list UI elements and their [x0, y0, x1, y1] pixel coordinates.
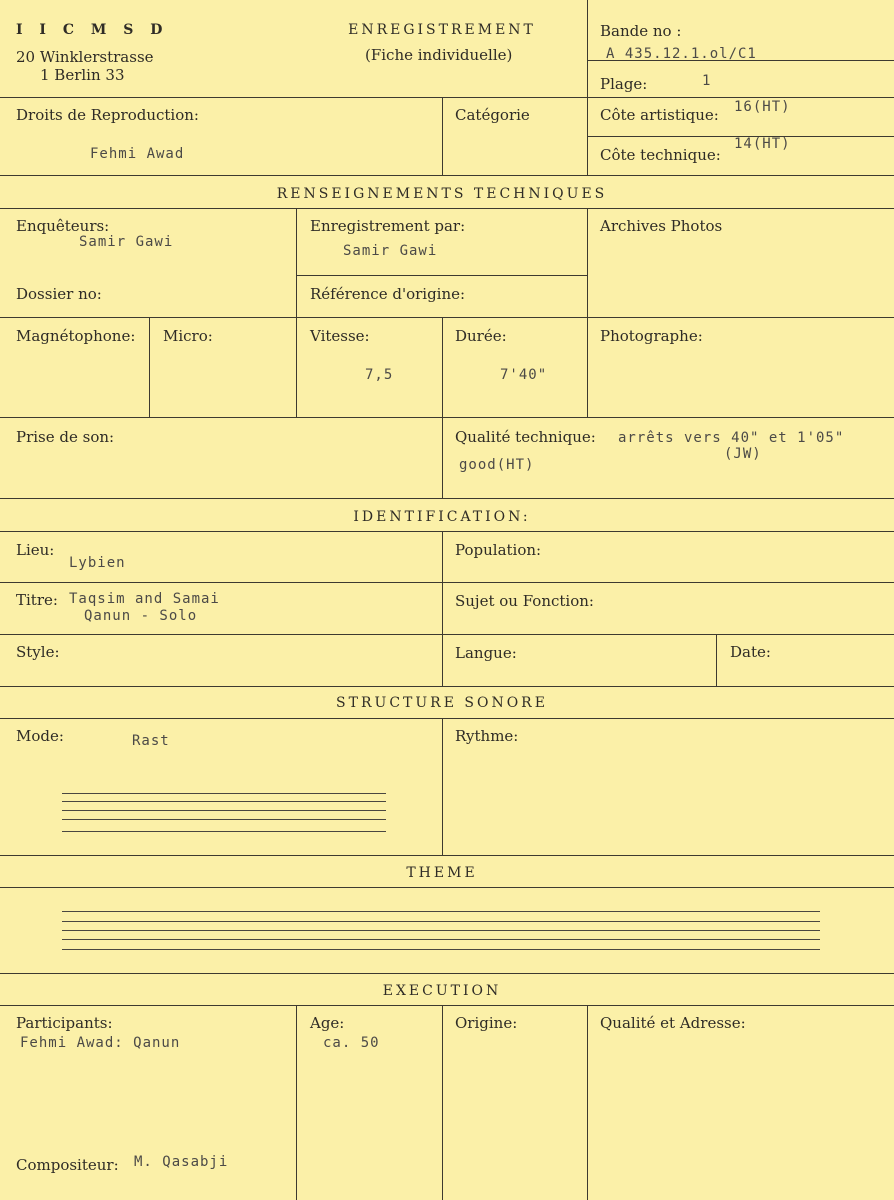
bande-label: Bande no :: [600, 22, 682, 40]
mode-value: Rast: [132, 733, 170, 749]
rule: [149, 317, 150, 417]
compositeur-value: M. Qasabji: [134, 1154, 229, 1170]
rule: [0, 317, 894, 318]
rule: [0, 531, 894, 532]
rule: [587, 1005, 588, 1200]
plage-value: 1: [702, 73, 712, 89]
section-title-technical: RENSEIGNEMENTS TECHNIQUES: [276, 186, 608, 202]
categorie-label: Catégorie: [455, 106, 530, 124]
enregistrement-par-label: Enregistrement par:: [310, 217, 466, 235]
rule: [296, 1005, 297, 1200]
writing-line: [62, 939, 820, 940]
rule: [0, 686, 894, 687]
rule: [296, 275, 588, 276]
lieu-value: Lybien: [69, 555, 126, 571]
writing-line: [62, 793, 386, 794]
rule: [0, 175, 894, 176]
plage-label: Plage:: [600, 75, 648, 93]
rule: [0, 208, 894, 209]
compositeur-label: Compositeur:: [16, 1156, 119, 1174]
population-label: Population:: [455, 541, 542, 559]
rule: [0, 417, 894, 418]
participants-value: Fehmi Awad: Qanun: [20, 1035, 181, 1051]
rule: [0, 634, 894, 635]
rule: [0, 973, 894, 974]
rule: [442, 97, 443, 175]
org-street: 20 Winklerstrasse: [16, 48, 154, 66]
age-label: Age:: [310, 1014, 345, 1032]
origine-label: Origine:: [455, 1014, 518, 1032]
rule: [442, 1005, 443, 1200]
writing-line: [62, 801, 386, 802]
rule: [0, 1005, 894, 1006]
bande-value: A 435.12.1.ol/C1: [606, 46, 757, 62]
rule: [0, 498, 894, 499]
titre-value-line2: Qanun - Solo: [84, 608, 198, 624]
writing-line: [62, 831, 386, 832]
writing-line: [62, 810, 386, 811]
vitesse-label: Vitesse:: [310, 327, 370, 345]
langue-label: Langue:: [455, 644, 517, 662]
cote-technique-value: 14(HT): [734, 136, 791, 152]
mode-label: Mode:: [16, 727, 64, 745]
micro-label: Micro:: [163, 327, 213, 345]
rule: [442, 531, 443, 686]
rule: [587, 317, 588, 417]
duree-label: Durée:: [455, 327, 507, 345]
rule: [0, 718, 894, 719]
rule: [442, 718, 443, 855]
rythme-label: Rythme:: [455, 727, 519, 745]
qualite-note-initials: (JW): [724, 446, 762, 462]
duree-value: 7'40": [500, 367, 548, 383]
enqueteurs-value: Samir Gawi: [79, 234, 174, 250]
form-title: ENREGISTREMENT: [348, 22, 536, 38]
rule: [587, 97, 588, 175]
rule: [716, 634, 717, 686]
cote-artistique-value: 16(HT): [734, 99, 791, 115]
rule: [296, 208, 297, 317]
lieu-label: Lieu:: [16, 541, 55, 559]
qualite-technique-label: Qualité technique:: [455, 428, 596, 446]
prise-de-son-label: Prise de son:: [16, 428, 115, 446]
writing-line: [62, 949, 820, 950]
rule: [442, 317, 443, 417]
section-title-identification: IDENTIFICATION:: [353, 509, 531, 525]
writing-line: [62, 921, 820, 922]
enqueteurs-label: Enquêteurs:: [16, 217, 110, 235]
rule: [587, 208, 588, 317]
participants-label: Participants:: [16, 1014, 113, 1032]
rule: [0, 97, 894, 98]
sujet-label: Sujet ou Fonction:: [455, 592, 594, 610]
enregistrement-par-value: Samir Gawi: [343, 243, 438, 259]
rule: [0, 582, 894, 583]
titre-value-line1: Taqsim and Samai: [69, 591, 220, 607]
writing-line: [62, 819, 386, 820]
titre-label: Titre:: [16, 591, 58, 609]
cote-technique-label: Côte technique:: [600, 146, 721, 164]
qualite-note: arrêts vers 40" et 1'05": [618, 430, 845, 446]
reference-label: Référence d'origine:: [310, 285, 466, 303]
cote-artistique-label: Côte artistique:: [600, 106, 719, 124]
style-label: Style:: [16, 643, 60, 661]
org-city: 1 Berlin 33: [40, 66, 125, 84]
rule: [0, 855, 894, 856]
qualite-value: good(HT): [459, 457, 535, 473]
droits-label: Droits de Reproduction:: [16, 106, 199, 124]
qualite-adresse-label: Qualité et Adresse:: [600, 1014, 746, 1032]
form-subtitle: (Fiche individuelle): [365, 46, 513, 64]
section-title-structure: STRUCTURE SONORE: [336, 695, 548, 711]
archives-photos-label: Archives Photos: [600, 217, 723, 235]
rule: [0, 887, 894, 888]
magnetophone-label: Magnétophone:: [16, 327, 136, 345]
droits-value: Fehmi Awad: [90, 146, 185, 162]
date-label: Date:: [730, 643, 771, 661]
writing-line: [62, 930, 820, 931]
section-title-execution: EXECUTION: [382, 983, 502, 999]
photographe-label: Photographe:: [600, 327, 703, 345]
writing-line: [62, 911, 820, 912]
rule: [296, 317, 297, 417]
rule: [587, 0, 588, 97]
rule: [442, 417, 443, 498]
section-title-theme: THEME: [406, 865, 478, 881]
dossier-label: Dossier no:: [16, 285, 102, 303]
org-logo: I I C M S D: [16, 22, 169, 38]
age-value: ca. 50: [323, 1035, 380, 1051]
vitesse-value: 7,5: [365, 367, 394, 383]
